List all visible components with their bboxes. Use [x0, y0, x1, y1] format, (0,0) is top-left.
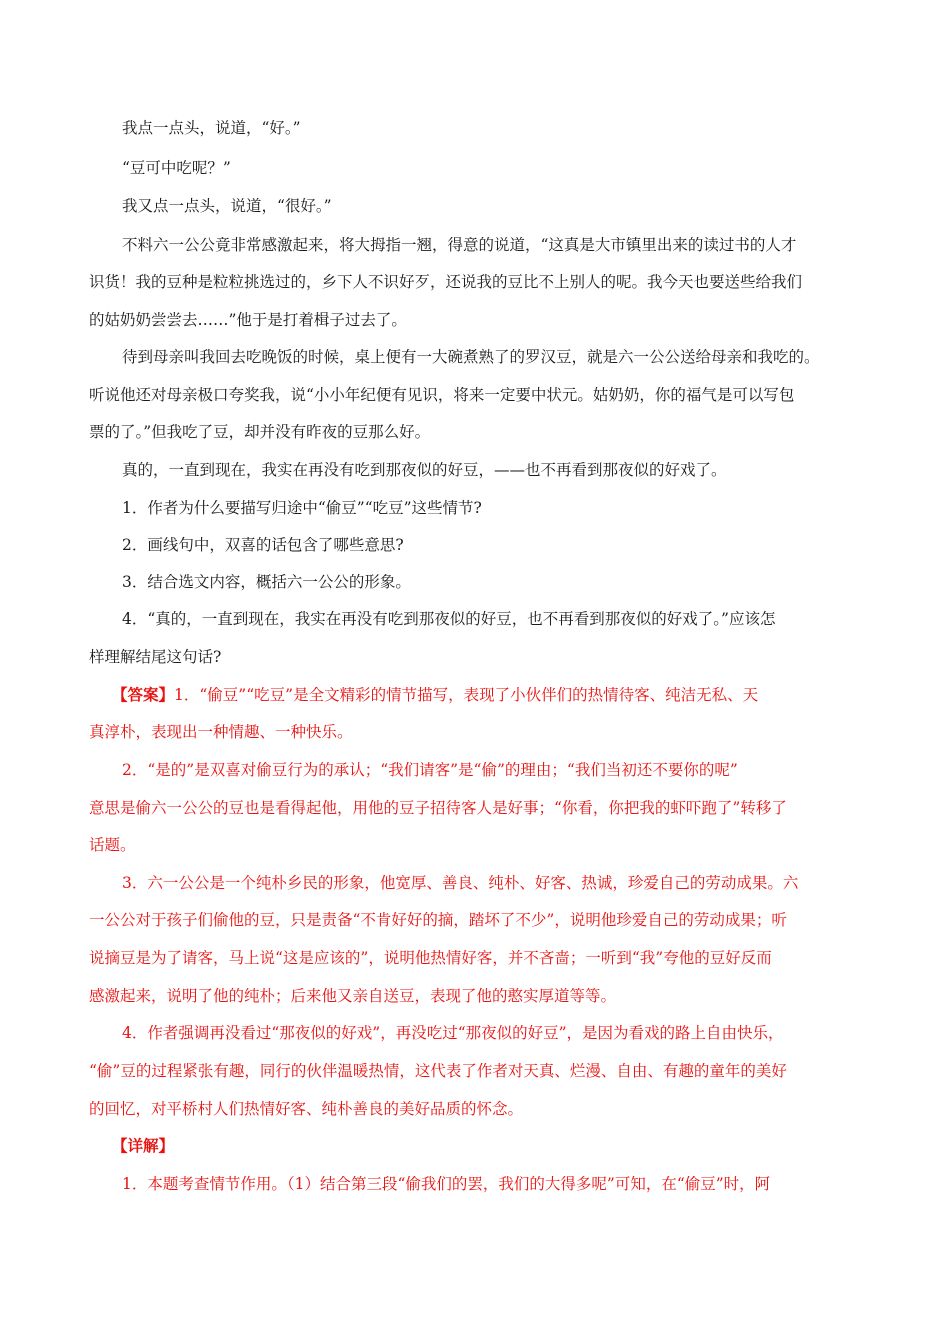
question-1: 1．作者为什么要描写归途中“偷豆”“吃豆”这些情节? — [122, 499, 482, 517]
question-3: 3．结合选文内容，概括六一公公的形象。 — [122, 573, 411, 591]
detail-label: 【详解】 — [112, 1136, 175, 1155]
question-2: 2．画线句中，双喜的话包含了哪些意思? — [122, 536, 404, 554]
passage-line: 待到母亲叫我回去吃晚饭的时候，桌上便有一大碗煮熟了的罗汉豆，就是六一公公送给母亲和我吃的。 — [122, 348, 820, 366]
passage-line: 的姑奶奶尝尝去……”他于是打着楫子过去了。 — [89, 311, 407, 329]
passage-line: 听说他还对母亲极口夸奖我，说“小小年纪便有见识，将来一定要中状元。姑奶奶，你的福气是可以写包 — [89, 386, 795, 404]
passage-line: 真的，一直到现在，我实在再没有吃到那夜似的好豆，——也不再看到那夜似的好戏了。 — [122, 461, 727, 479]
answer-1-cont: 真淳朴，表现出一种情趣、一种快乐。 — [89, 723, 353, 741]
answer-4-cont: 的回忆，对平桥村人们热情好客、纯朴善良的美好品质的怀念。 — [89, 1100, 524, 1118]
answer-3-cont: 一公公对于孩子们偷他的豆，只是责备“不肯好好的摘，踏坏了不少”，说明他珍爱自己的劳动成果；听 — [89, 911, 787, 929]
passage-line: 票的了。”但我吃了豆，却并没有昨夜的豆那么好。 — [89, 423, 431, 441]
answer-3-cont: 感激起来，说明了他的纯朴；后来他又亲自送豆，表现了他的憨实厚道等等。 — [89, 987, 617, 1005]
passage-line: “豆可中吃呢？” — [122, 159, 231, 177]
question-4-cont: 样理解结尾这句话? — [89, 648, 222, 666]
answer-4-cont: “偷”豆的过程紧张有趣，同行的伙伴温暖热情，这代表了作者对天真、烂漫、自由、有趣的童年的美好 — [89, 1062, 787, 1080]
answer-2-cont: 意思是偷六一公公的豆也是看得起他，用他的豆子招待客人是好事；“你看，你把我的虾吓跑了”转移了 — [89, 799, 787, 817]
answer-3-cont: 说摘豆是为了请客，马上说“这是应该的”，说明他热情好客，并不吝啬；一听到“我”夸他的豆好反而 — [89, 949, 772, 967]
answer-label: 【答案】 — [112, 685, 175, 704]
passage-line: 我又点一点头，说道，“很好。” — [122, 197, 332, 215]
question-4: 4．“真的，一直到现在，我实在再没有吃到那夜似的好豆，也不再看到那夜似的好戏了。”应该怎 — [122, 610, 776, 628]
passage-line: 识货！我的豆种是粒粒挑选过的，乡下人不识好歹，还说我的豆比不上别人的呢。我今天也要送些给我们 — [89, 273, 803, 291]
answer-2: 2．“是的”是双喜对偷豆行为的承认；“我们请客”是“偷”的理由；“我们当初还不要你的呢” — [122, 761, 738, 779]
detail-1: 1．本题考查情节作用。（1）结合第三段“偷我们的罢，我们的大得多呢”可知，在“偷豆”时，阿 — [122, 1175, 771, 1193]
answer-4: 4．作者强调再没看过“那夜似的好戏”，再没吃过“那夜似的好豆”，是因为看戏的路上自由快乐， — [122, 1024, 784, 1042]
passage-line: 我点一点头，说道，“好。” — [122, 119, 301, 137]
answer-1-text: 1．“偷豆”“吃豆”是全文精彩的情节描写，表现了小伙伴们的热情待客、纯洁无私、天 — [174, 686, 759, 704]
answer-3: 3．六一公公是一个纯朴乡民的形象，他宽厚、善良、纯朴、好客、热诚，珍爱自己的劳动成果。六 — [122, 874, 799, 892]
answer-1 — [112, 684, 859, 706]
answer-2-cont: 话题。 — [89, 836, 136, 854]
passage-line: 不料六一公公竟非常感激起来，将大拇指一翘，得意的说道，“这真是大市镇里出来的读过书的人才 — [122, 236, 797, 254]
